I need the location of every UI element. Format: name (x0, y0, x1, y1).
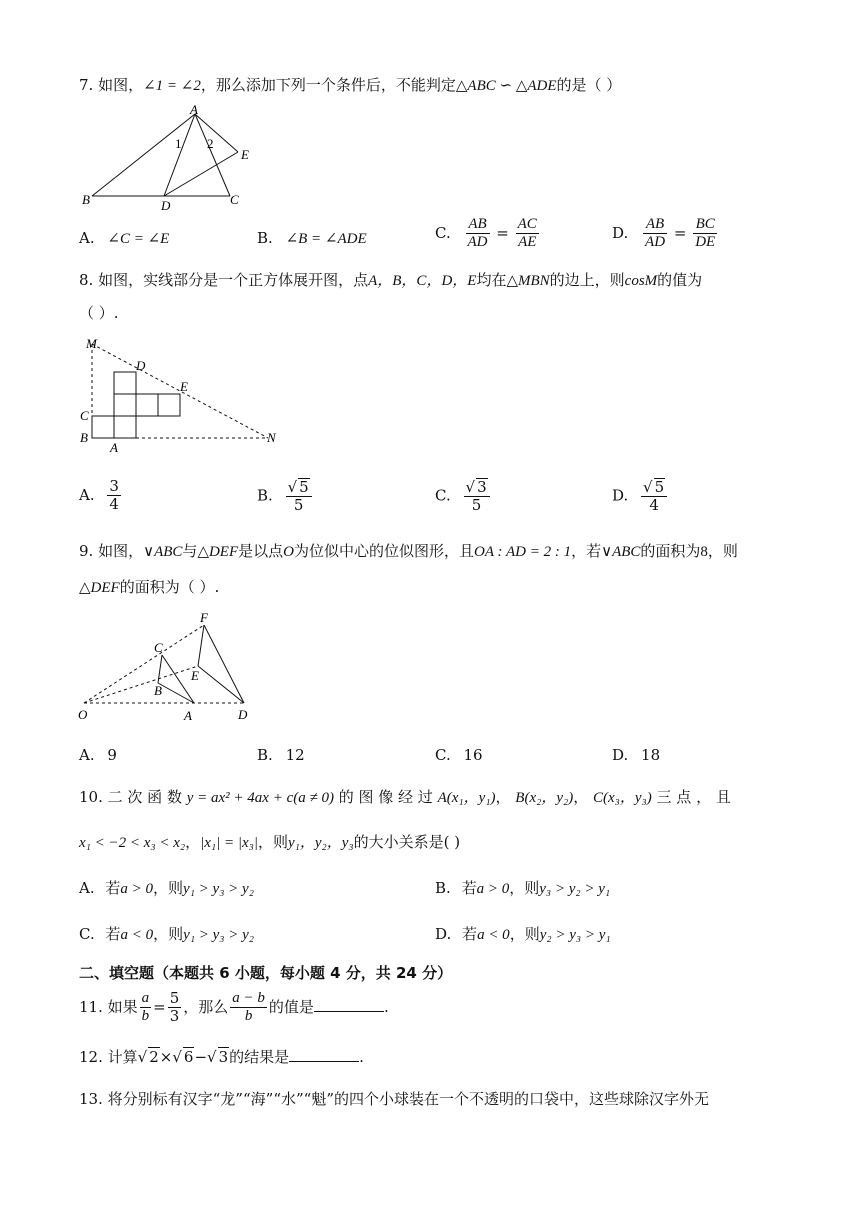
q7-label-2: 2 (207, 136, 214, 151)
q8-option-b[interactable] (257, 478, 314, 515)
q7-option-b-label: B. (257, 229, 273, 247)
q8-stem-line2: （ ）. (79, 304, 119, 322)
q9-label-d: D (238, 707, 248, 722)
q9-text-3: 是以点 (238, 542, 284, 560)
q8-triangle: △MBN (506, 273, 550, 289)
q7-label-e: E (241, 147, 249, 162)
q10-text-4: ，则 (258, 833, 289, 851)
q9-number: 9. (79, 542, 94, 560)
q13-stem (79, 1088, 709, 1109)
q7-figure (80, 104, 270, 214)
q9-label-e: E (191, 668, 199, 683)
q7-option-c-frac2: $\frac{AC}{AE}$ (517, 216, 537, 251)
q8-option-a-frac: $\frac{3}{4}$ (109, 477, 119, 514)
q9-option-c[interactable] (435, 746, 483, 764)
q12-number: 12. (79, 1048, 103, 1066)
q10-option-a[interactable]: A. 若a > 0，则y₁ > y₃ > y₂ (79, 879, 254, 897)
q8-label-c: C (80, 408, 89, 423)
q7-option-a-text: ∠C = ∠E (107, 231, 170, 247)
q8-option-a-label: A. (79, 485, 95, 504)
q10-option-b-cond: a > 0 (476, 881, 510, 897)
q8-option-d-frac: $\frac{√ 5}{4}$ (641, 478, 667, 515)
q9-option-d[interactable] (612, 746, 660, 764)
q10-number: 10. (79, 788, 103, 806)
q8-points: A，B，C，D，E (368, 273, 477, 289)
q9-text-2: 与 (182, 542, 198, 560)
section-2-title: 二、填空题（本题共 6 小题，每小题 4 分，共 24 分） (79, 964, 453, 982)
q9-option-a[interactable] (79, 746, 117, 764)
q11-answer-blank[interactable] (314, 1010, 384, 1012)
q9-option-c-text: 16 (463, 746, 483, 764)
q13-text: 将分别标有汉字“龙”“海”“水”“魁”的四个小球装在一个不透明的口袋中，这些球除汉字外无 (107, 1090, 709, 1108)
q10-text-1: 二 次 函 数 (107, 788, 182, 806)
q10-option-d-cond: a < 0 (477, 927, 510, 943)
q9-label-b: B (154, 683, 162, 698)
q7-option-c-equals: = (496, 223, 509, 242)
q9-tri-2: △DEF (197, 544, 239, 560)
q11-text-3: 的值是 (268, 997, 314, 1016)
q12-text-1: 计算 (107, 1048, 138, 1066)
q8-label-a: A (110, 440, 118, 454)
q8-text-2: 均在 (476, 271, 507, 289)
q7-option-a[interactable] (79, 229, 169, 248)
q9-ratio: OA : AD = 2 : 1 (474, 544, 572, 560)
q12-root-2: 2 (149, 1048, 159, 1066)
q10-inequality: x₁ < −2 < x₃ < x₂ (79, 835, 186, 851)
q7-option-d-frac1: $\frac{AB}{AD}$ (645, 216, 666, 251)
q11-number: 11. (79, 997, 103, 1016)
q8-option-c[interactable] (435, 478, 492, 515)
q9-option-a-label: A. (79, 746, 95, 764)
q7-label-b: B (82, 192, 90, 207)
q9-figure (76, 608, 266, 728)
q7-text-post: 的是（ ） (556, 76, 622, 94)
q9-option-d-label: D. (612, 746, 629, 764)
q10-option-c[interactable]: C. 若a < 0，则y₁ > y₃ > y₂ (79, 925, 255, 943)
q7-label-c: C (230, 192, 239, 207)
q7-label-a: A (190, 104, 198, 117)
q10-point-b: B(x₂，y₂) (515, 790, 574, 806)
q10-text-2: 的 图 像 经 过 (338, 788, 433, 806)
q11-stem: 11. 如果 $\frac{a}{b}$ = $\frac{5}{3}$ ，那么 $\frac{a - b}{b}$ 的值是 . (79, 989, 389, 1026)
q10-option-b-label: B. (435, 879, 451, 897)
q9-option-c-label: C. (435, 746, 451, 764)
q12-root-6: 6 (183, 1048, 194, 1066)
q12-stem: 12. 计算√ 2×√ 6−√ 3的结果是 . (79, 1048, 364, 1066)
q9-text-5: ，若 (571, 542, 602, 560)
q8-text-4: 的值为 (657, 271, 703, 289)
q10-option-d-rel: y₂ > y₃ > y₁ (539, 927, 611, 943)
q9-option-b-label: B. (257, 746, 273, 764)
q7-option-d[interactable] (612, 216, 719, 252)
q11-text-2: ，那么 (183, 997, 229, 1016)
q9-label-o: O (78, 707, 88, 722)
q10-option-a-rel: y₁ > y₃ > y₂ (183, 881, 254, 897)
q8-label-b: B (80, 430, 88, 445)
q7-option-d-label: D. (612, 223, 629, 242)
q8-option-d[interactable] (612, 478, 669, 515)
q10-option-d-label: D. (435, 925, 452, 943)
q10-option-c-label: C. (79, 925, 95, 943)
q8-option-c-frac: $\frac{√ 3}{5}$ (464, 478, 490, 515)
q9-text-6: 的面积为 (640, 542, 701, 560)
q10-text-3: 三 点 ， 且 (656, 788, 731, 806)
q7-option-b-text: ∠B = ∠ADE (285, 231, 367, 247)
q8-option-c-label: C. (435, 486, 451, 505)
q7-text-mid: ，那么添加下列一个条件后，不能判定 (200, 76, 456, 94)
q9-text-1: 如图， (98, 542, 144, 560)
q11-frac-expr: $\frac{a - b}{b}$ (232, 990, 265, 1025)
q10-option-c-cond: a < 0 (120, 927, 154, 943)
q10-ys: y₁，y₂，y₃ (288, 835, 354, 851)
q7-option-c-label: C. (435, 223, 451, 242)
q10-text-5: 的大小关系是( ) (353, 833, 461, 851)
q11-text-1: 如果 (107, 997, 138, 1016)
q12-root-3: 3 (218, 1048, 229, 1066)
q9-tri-4: △DEF (79, 580, 120, 596)
q9-area: 8 (700, 544, 708, 560)
q7-label-1: 1 (175, 136, 182, 151)
q10-option-d[interactable]: D. 若a < 0，则y₂ > y₃ > y₁ (435, 925, 611, 943)
q9-center: O (283, 544, 294, 560)
q7-option-b[interactable] (257, 229, 367, 248)
q11-frac-53: $\frac{5}{3}$ (169, 989, 180, 1026)
q7-option-c-frac1: $\frac{AB}{AD}$ (467, 216, 488, 251)
q7-text-pre: 如图， (98, 76, 144, 94)
q9-stem-line1 (79, 540, 738, 561)
q10-stem-line1: 10. 二 次 函 数 y = ax² + 4ax + c(a ≠ 0) 的 图 像 经 过 A(x₁，y₁)， B(x₂，y₂)， C(x₃，y₃) 三 点 ， 且 (79, 788, 731, 806)
q10-option-a-cond: a > 0 (120, 881, 154, 897)
q8-cos: cosM (624, 273, 658, 289)
q10-option-a-label: A. (79, 879, 95, 897)
q8-number: 8. (79, 271, 94, 289)
q13-number: 13. (79, 1090, 103, 1108)
q7-label-d: D (161, 198, 171, 213)
q8-text-1: 如图，实线部分是一个正方体展开图，点 (98, 271, 369, 289)
q8-stem-line1 (79, 269, 702, 290)
q8-option-a[interactable] (79, 478, 123, 514)
q9-tri-1: ∨ABC (143, 544, 183, 560)
q10-abs-equal: |x₁| = |x₃| (200, 835, 258, 851)
q9-option-a-text: 9 (107, 746, 117, 764)
q10-option-c-rel: y₁ > y₃ > y₂ (183, 927, 255, 943)
q7-angle-condition: ∠1 = ∠2 (143, 78, 201, 94)
q9-tri-3: ∨ABC (601, 544, 641, 560)
q8-label-n: N (267, 430, 276, 445)
q9-label-a: A (184, 708, 192, 723)
q7-number: 7. (79, 76, 94, 94)
q10-function: y = ax² + 4ax + c(a ≠ 0) (186, 790, 334, 806)
q7-option-d-equals: = (673, 223, 687, 242)
q8-figure (78, 334, 288, 454)
q9-label-c: C (154, 640, 163, 655)
q9-label-f: F (200, 610, 208, 625)
q12-text-2: 的结果是 (229, 1048, 290, 1066)
q10-point-a: A(x₁，y₁) (437, 790, 496, 806)
q8-option-d-label: D. (612, 486, 629, 505)
q9-text-7: ，则 (707, 542, 738, 560)
q7-similarity: △ABC ∽ △ADE (455, 78, 557, 94)
q10-option-b-rel: y₃ > y₂ > y₁ (539, 881, 611, 897)
q8-label-d: D (136, 358, 146, 373)
q9-text-8: 的面积为（ ）. (119, 578, 220, 596)
q8-text-3: 的边上，则 (549, 271, 625, 289)
q7-option-a-label: A. (79, 229, 95, 247)
q9-option-b[interactable] (257, 746, 305, 764)
q12-answer-blank[interactable] (289, 1060, 359, 1062)
q7-option-c[interactable] (435, 216, 541, 252)
q8-label-m: M (86, 336, 97, 351)
q10-option-b[interactable]: B. 若a > 0，则y₃ > y₂ > y₁ (435, 879, 611, 897)
q8-label-e: E (180, 379, 188, 394)
q10-stem-line2: x₁ < −2 < x₃ < x₂，|x₁| = |x₃|，则y₁，y₂，y₃的大小关系是( ) (79, 833, 461, 851)
q11-frac-ab: $\frac{a}{b}$ (141, 990, 150, 1025)
q9-stem-line2 (79, 576, 219, 597)
q10-point-c: C(x₃，y₃) (593, 790, 652, 806)
q8-option-b-label: B. (257, 486, 273, 505)
q7-stem (79, 74, 621, 95)
q9-option-b-text: 12 (285, 746, 305, 764)
q8-option-b-frac: $\frac{√ 5}{5}$ (286, 478, 312, 515)
q9-option-d-text: 18 (641, 746, 661, 764)
q9-text-4: 为位似中心的位似图形，且 (294, 542, 475, 560)
q7-option-d-frac2: $\frac{BC}{DE}$ (695, 216, 716, 251)
